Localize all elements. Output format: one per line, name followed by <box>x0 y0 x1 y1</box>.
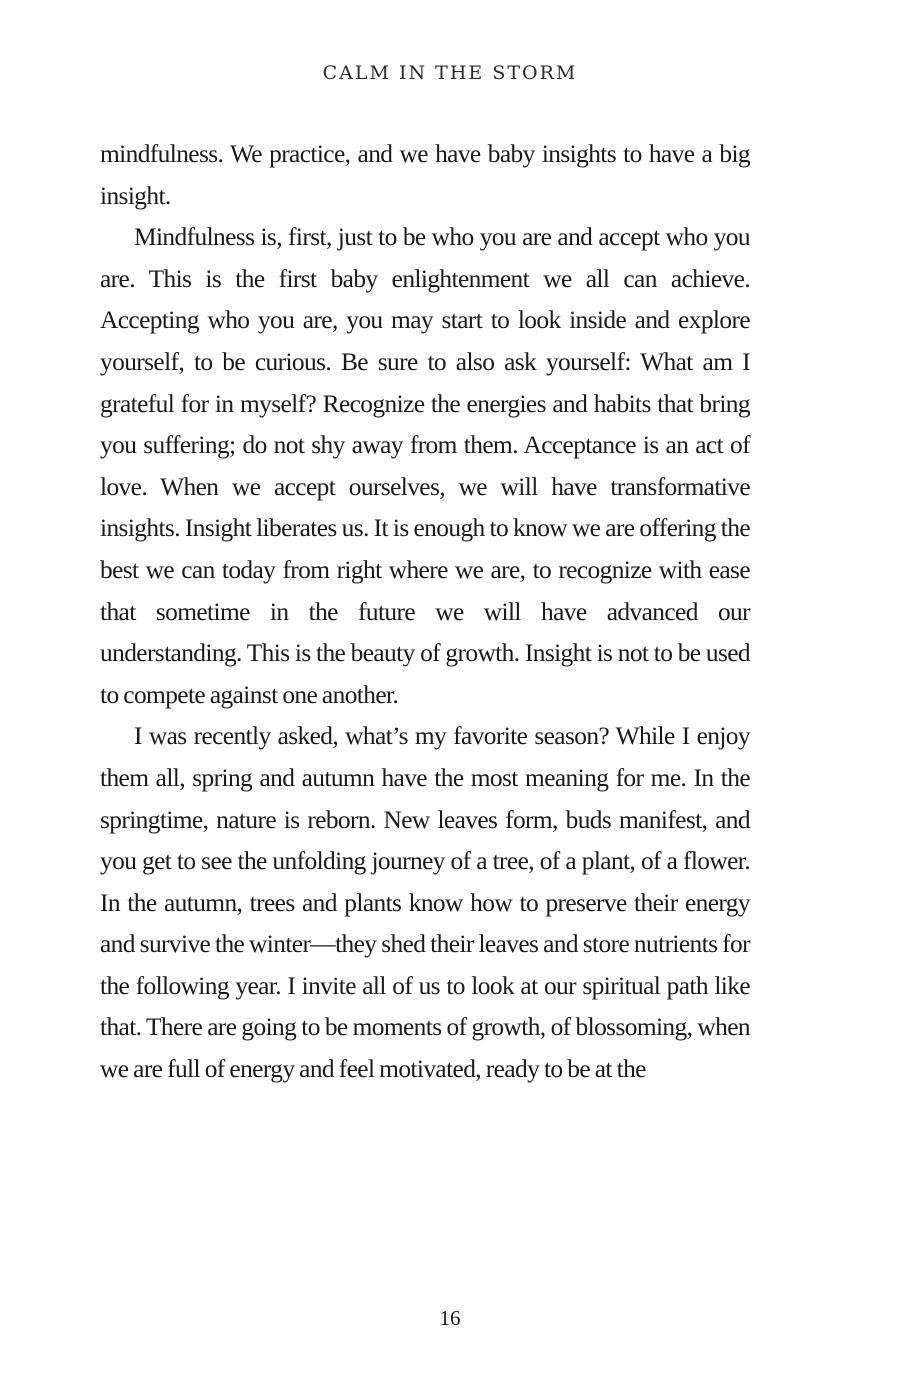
paragraph-continued: mindfulness. We practice, and we have baby insights to have a big insight. <box>100 140 750 210</box>
running-head: CALM IN THE STORM <box>322 62 578 84</box>
body-text <box>100 134 750 1091</box>
page-number: 16 <box>439 1306 461 1330</box>
paragraph: Mindfulness is, first, just to be who you are and accept who you are. This is the first baby enlightenment we all can achieve. Accepting who you are, you may start to look inside and explore yourself, to be curious. Be sure to also ask yourself: What am I grateful for in myself? Recognize the energies and habits that bring you suffering; do not shy away from them. Acceptance is an act of love. When we accept ourselves, we will have transformative insights. Insight liberates us. It is enough to know we are offering the best we can today from right where we are, to recognize with ease that sometime in the future we will have advanced our understanding. This is the beauty of growth. Insight is not to be used to compete against one another. <box>100 223 750 709</box>
paragraph: I was recently asked, what’s my favorite season? While I enjoy them all, spring and autumn have the most meaning for me. In the springtime, nature is reborn. New leaves form, buds manifest, and you get to see the unfolding journey of a tree, of a plant, of a flower. In the autumn, trees and plants know how to preserve their energy and survive the winter—they shed their leaves and store nutrients for the following year. I invite all of us to look at our spiritual path like that. There are going to be moments of growth, of blossoming, when we are full of energy and feel motivated, ready to be at the <box>100 722 750 1084</box>
